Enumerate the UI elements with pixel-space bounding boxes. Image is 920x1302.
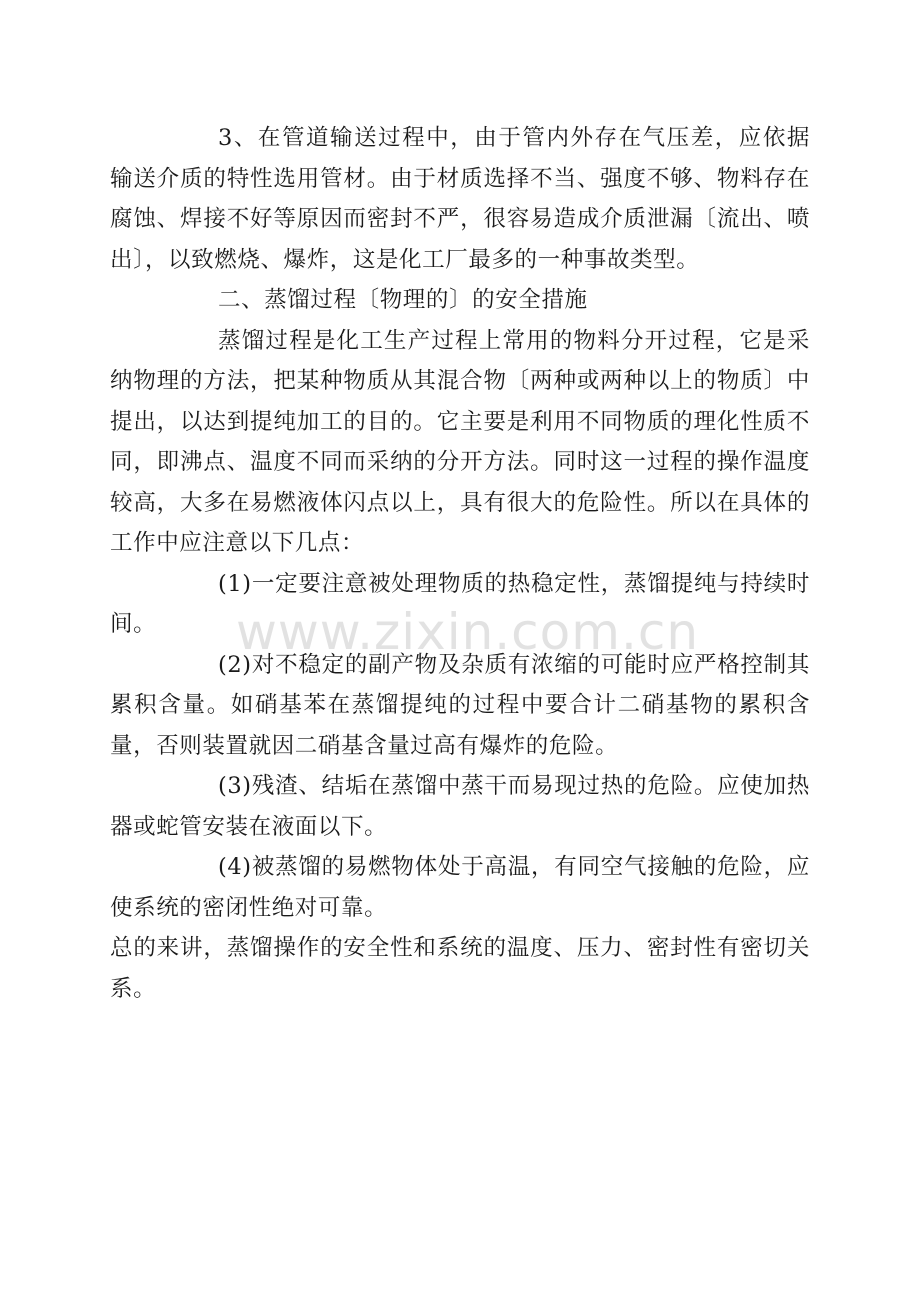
list-item-2: (2)对不稳定的副产物及杂质有浓缩的可能时应严格控制其累积含量。如硝基苯在蒸馏提纯的过程中要合计二硝基物的累积含量，否则装置就因二硝基含量过高有爆炸的危险。 bbox=[110, 651, 810, 759]
paragraph-distillation-intro: 蒸馏过程是化工生产过程上常用的物料分开过程，它是采纳物理的方法，把某种物质从其混合物〔两种或两种以上的物质〕中提出，以达到提纯加工的目的。它主要是利用不同物质的理化性质不同，即沸点、温度不同而采纳的分开方法。同时这一过程的操作温度较高，大多在易燃液体闪点以上，具有很大的危险性。所以在具体的工作中应注意以下几点： bbox=[110, 327, 810, 556]
document-body bbox=[110, 118, 810, 1009]
paragraph-summary: 总的来讲，蒸馏操作的安全性和系统的温度、压力、密封性有密切关系。 bbox=[110, 935, 810, 1002]
list-item-1: (1)一定要注意被处理物质的热稳定性，蒸馏提纯与持续时间。 bbox=[110, 570, 810, 637]
list-item-4: (4)被蒸馏的易燃物体处于高温，有同空气接触的危险，应使系统的密闭性绝对可靠。 bbox=[110, 854, 810, 921]
section-heading-distillation: 二、蒸馏过程〔物理的〕的安全措施 bbox=[218, 287, 588, 313]
list-item-3: (3)残渣、结垢在蒸馏中蒸干而易现过热的危险。应使加热器或蛇管安装在液面以下。 bbox=[110, 773, 810, 840]
watermark-text: www.zixin.com.cn bbox=[236, 603, 700, 661]
paragraph-pipeline-transport: 3、在管道输送过程中，由于管内外存在气压差，应依据输送介质的特性选用管材。由于材质选择不当、强度不够、物料存在腐蚀、焊接不好等原因而密封不严，很容易造成介质泄漏〔流出、喷出〕，以致燃烧、爆炸，这是化工厂最多的一种事故类型。 bbox=[110, 125, 810, 273]
